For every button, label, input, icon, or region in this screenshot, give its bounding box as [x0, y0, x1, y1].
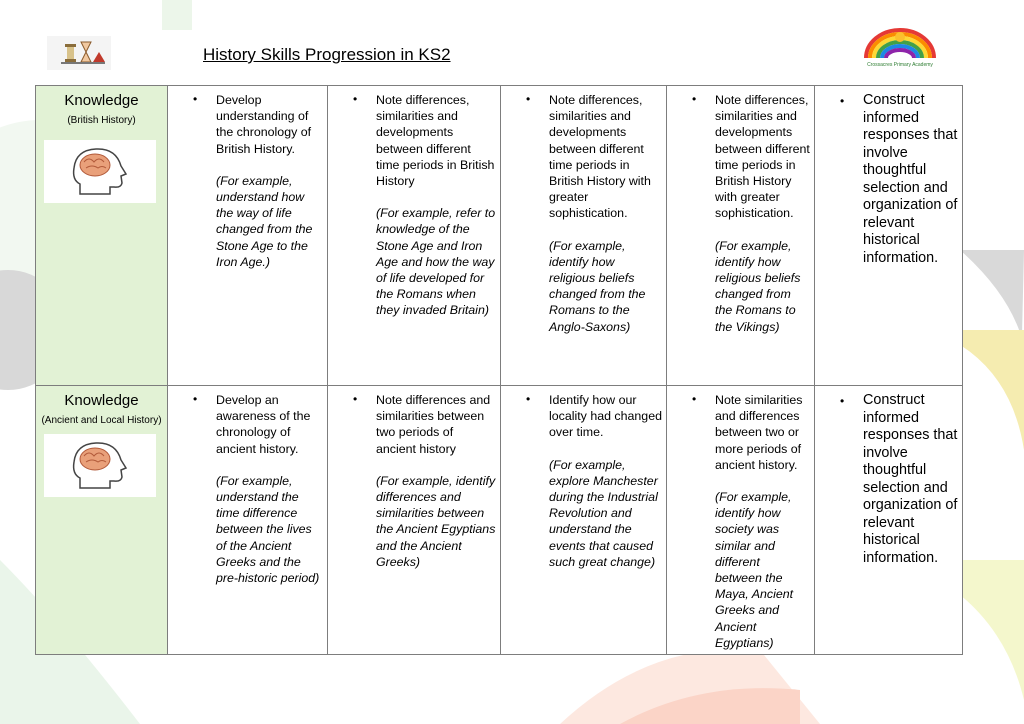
skill-cell: • Note similarities and differences between two or more periods of ancient history. (For example, identify how society was similar and different between the Maya, Ancient Greeks and Ancient Egyptians) — [667, 386, 815, 655]
skill-example: (For example, identify how religious beliefs changed from the Romans to the Vikings) — [715, 238, 801, 334]
table-row — [36, 86, 963, 386]
skill-cell: • Note differences and similarities between two periods of ancient history (For example, identify differences and similarities between the Ancient Egyptians and the Ancient Greeks) — [328, 386, 501, 655]
skill-text: Construct informed responses that involve thoughtful selection and organization of relevant historical information. — [863, 92, 958, 266]
skill-example: (For example, identify differences and similarities between the Ancient Egyptians and the Ancient Greeks) — [376, 473, 496, 569]
skill-cell: • Develop an awareness of the chronology of ancient history. (For example, understand the time difference between the lives of the Ancient Greeks and the pre-historic period) — [168, 386, 328, 655]
skill-cell: • Construct informed responses that involve thoughtful selection and organization of relevant historical information. — [815, 86, 963, 386]
row-title: Knowledge — [64, 392, 139, 409]
skill-cell: • Develop understanding of the chronology of British History. (For example, understand how the way of life changed from the Stone Age to the Iron Age.) — [168, 86, 328, 386]
skill-cell: • Note differences, similarities and developments between different time periods in British History with greater sophistication. (For example, identify how religious beliefs changed from the Romans to the Anglo-Saxons) — [501, 86, 667, 386]
history-logo-icon — [47, 36, 111, 70]
row-title: Knowledge — [64, 92, 139, 109]
skill-example: (For example, understand the time difference between the lives of the Ancient Greeks and the pre-historic period) — [216, 473, 320, 586]
skill-text: Note similarities and differences between two or more periods of ancient history. — [715, 393, 803, 472]
skill-example: (For example, refer to knowledge of the Stone Age and Iron Age and how the way of life developed for the Romans when they invaded Britain) — [376, 206, 496, 318]
skill-text: Note differences, similarities and developments between different time periods in British History with greater sophistication. — [549, 93, 651, 221]
row-subtitle: (Ancient and Local History) — [41, 415, 162, 426]
skill-cell: • Note differences, similarities and developments between different time periods in British History (For example, refer to knowledge of the Stone Age and Iron Age and how the way of life developed for the Romans when they invaded Britain) — [328, 86, 501, 386]
skill-example: (For example, understand how the way of life changed from the Stone Age to the Iron Age.) — [216, 173, 313, 269]
skill-text: Note differences and similarities between two periods of ancient history — [376, 393, 491, 456]
row-label-cell — [36, 386, 168, 655]
skill-text: Construct informed responses that involve thoughtful selection and organization of relevant historical information. — [863, 392, 958, 566]
skill-example: (For example, explore Manchester during the Industrial Revolution and understand the events that caused such great change) — [549, 457, 658, 569]
table-row — [36, 386, 963, 655]
skill-cell: • Identify how our locality had changed over time. (For example, explore Manchester during the Industrial Revolution and understand the events that caused such great change) — [501, 386, 667, 655]
skill-cell: • Note differences, similarities and developments between different time periods in British History with greater sophistication. (For example, identify how religious beliefs changed from the Romans to the Vikings) — [667, 86, 815, 386]
skill-text: Note differences, similarities and developments between different time periods in British History — [376, 93, 495, 189]
row-label-cell — [36, 86, 168, 386]
skill-example: (For example, identify how society was similar and different between the Maya, Ancient Greeks and Ancient Egyptians) — [715, 490, 794, 650]
brain-head-icon — [44, 434, 156, 497]
skill-text: Develop understanding of the chronology of British History. — [216, 93, 312, 156]
row-subtitle: (British History) — [67, 115, 136, 126]
skill-text: Note differences, similarities and developments between different time periods in British History with greater sophistication. — [715, 93, 810, 221]
skill-text: Develop an awareness of the chronology of ancient history. — [216, 393, 311, 456]
skill-text: Identify how our locality had changed over time. — [549, 393, 662, 440]
skill-cell: • Construct informed responses that involve thoughtful selection and organization of relevant historical information. — [815, 386, 963, 655]
school-logo — [858, 24, 942, 72]
brain-head-icon — [44, 140, 156, 203]
school-logo-text: Crossacres Primary Academy — [867, 62, 933, 68]
skill-example: (For example, identify how religious beliefs changed from the Romans to the Anglo-Saxons) — [549, 238, 646, 334]
skills-progression-table — [35, 85, 963, 655]
page-title: History Skills Progression in KS2 — [203, 45, 451, 64]
